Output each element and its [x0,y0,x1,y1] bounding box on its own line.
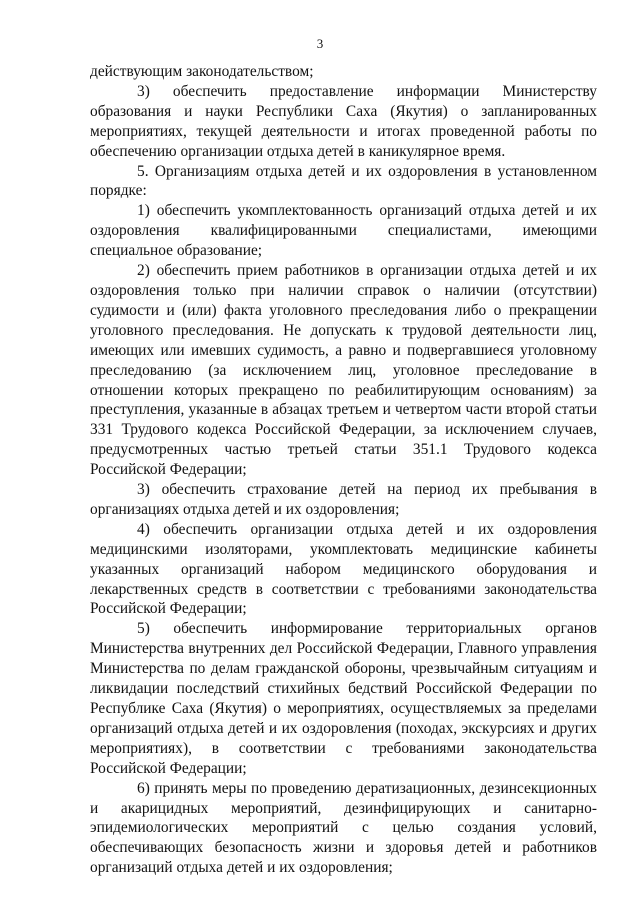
paragraph: 4) обеспечить организации отдыха детей и их оздоровления медицинскими изоляторами, укомплектовать медицинские кабинеты указанных организаций набором медицинского оборудования и лекарственных средств в соответствии с требованиями законодательства Российской Федерации; [90,520,597,618]
paragraph: 3) обеспечить страхование детей на период их пребывания в организациях отдыха детей и их оздоровления; [90,481,597,518]
paragraph: 3) обеспечить предоставление информации Министерству образования и науки Республики Саха (Якутия) о запланированных мероприятиях, текущей деятельности и итогах проведенной работы по обеспечению организации отдыха детей в каникулярное время. [90,82,597,160]
document-body [90,62,597,878]
paragraph: 2) обеспечить прием работников в организации отдыха детей и их оздоровления только при наличии справок о наличии (отсутствии) судимости и (или) факта уголовного преследования либо о прекращении уголовного преследования. Не допускать к трудовой деятельности лиц, имеющих или имевших судимость, а равно и подвергавшиеся уголовному преследованию (за исключением лиц, уголовное преследование в отношении которых прекращено по реабилитирующим основаниям) за преступления, указанные в абзацах третьем и четвертом части второй статьи 331 Трудового кодекса Российской Федерации, за исключением случаев, предусмотренных частью третьей статьи 351.1 Трудового кодекса Российской Федерации; [90,262,597,479]
paragraph: действующим законодательством; [90,63,314,80]
paragraph: 6) принять меры по проведению дератизационных, дезинсекционных и акарицидных мероприятий, дезинфицирующих и санитарно-эпидемиологических мероприятий с целью создания условий, обеспечивающих безопасность жизни и здоровья детей и работников организаций отдыха детей и их оздоровления; [90,779,597,877]
paragraph: 1) обеспечить укомплектованность организаций отдыха детей и их оздоровления квалифицированными специалистами, имеющими специальное образование; [90,202,597,260]
paragraph: 5) обеспечить информирование территориальных органов Министерства внутренних дел Российской Федерации, Главного управления Министерства по делам гражданской обороны, чрезвычайным ситуациям и ликвидации последствий стихийных бедствий Российской Федерации по Республике Саха (Якутия) о мероприятиях, осуществляемых за пределами организаций отдыха детей и их оздоровления (походах, экскурсиях и других мероприятиях), в соответствии с требованиями законодательства Российской Федерации; [90,620,597,777]
page-number: 3 [316,36,324,51]
paragraph: 5. Организациям отдыха детей и их оздоровления в установленном порядке: [90,162,597,200]
